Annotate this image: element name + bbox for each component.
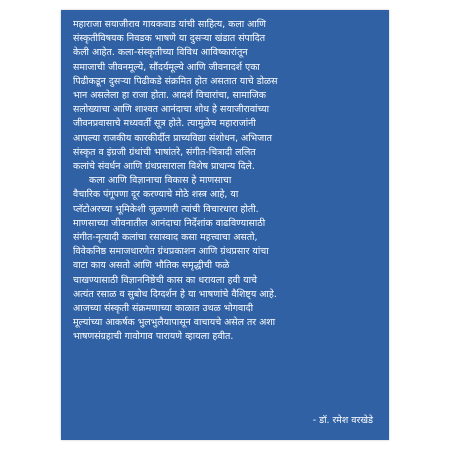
text-line: भाषणसंग्रहाची गावोगाव पारायणे व्हायला हवीत. xyxy=(73,331,234,343)
text-line: अत्यंत रसाळ व सुबोध दिग्दर्शन हे या भाषणांचे वैशिष्ट्य आहे. xyxy=(73,288,277,300)
text-line: भान असलेला हा राजा होता. आदर्श विचारांचा, सामाजिक xyxy=(73,90,266,102)
text-line: महाराजा सयाजीराव गायकवाड यांची साहित्य, कला आणि xyxy=(73,19,266,30)
text-line: कलांचे संवर्धन आणि ग्रंथप्रसाराला विशेष प्राधान्य दिले. xyxy=(73,161,255,173)
text-line: समाजाची जीवनमूल्ये, सौंदर्यमूल्ये आणि जीवनादर्श एका xyxy=(73,61,260,73)
text-line: आपल्या राजकीय कारकीर्दीत प्राच्यविद्या संशोधन, अभिजात xyxy=(73,132,272,144)
text-line: जीवनप्रवासाचे मध्यवर्ती सूत्र होते. त्यामुळेच महाराजांनी xyxy=(73,118,256,130)
text-line: केली आहेत. कला-संस्कृतीच्या विविध आविष्कारांतून xyxy=(73,47,248,59)
text-line: पिढीकडून दुसऱ्या पिढीकडे संक्रमित होत असतात याचे डोळस xyxy=(73,75,278,87)
text-line: चाखण्यासाठी विज्ञाननिष्ठेची कास का धरायला हवी याचे xyxy=(73,274,257,286)
text-line: कला आणि विज्ञानाचा विकास हे माणसाचा xyxy=(89,175,232,187)
blurb-paragraph xyxy=(73,174,379,344)
text-line: संस्कृतीविषयक निवडक भाषणे या दुसऱ्या खंडात संपादित xyxy=(73,33,266,45)
text-line: वैचारिक पंगूपणा दूर करण्याचे मोठे शस्त्र आहे, या xyxy=(73,189,239,201)
text-line: मूल्यांच्या आकर्षक भुलभुलैयापासून वाचायचे असेल तर अशा xyxy=(73,317,276,329)
text-line: विवेकनिष्ठ समाजधारणेत ग्रंथप्रकाशन आणि ग्रंथप्रसार यांचा xyxy=(73,246,269,258)
text-line: माणसाच्या जीवनातील आनंदाचा निर्देशांक वाढविण्यासाठी xyxy=(73,217,266,229)
text-line: वाटा काय असतो आणि भौतिक समृद्धीची फळे xyxy=(73,260,230,272)
text-line: सलोख्याचा आणि शाश्वत आनंदाचा शोध हे सयाजीरावांच्या xyxy=(73,104,270,116)
text-line: संगीत-नृत्यादी कलांचा रसास्वाद कसा महत्त्वाचा असतो, xyxy=(73,232,258,244)
text-line: आजच्या संस्कृती संक्रमणाच्या काळात उथळ भोगवादी xyxy=(73,303,254,315)
text-line: प्लॅटोअरच्या भूमिकेशी जुळणारी त्यांची विचारधारा होती. xyxy=(73,203,259,215)
blurb-text xyxy=(73,18,379,345)
blurb-paragraph xyxy=(73,18,379,174)
author-signature: - डॉ. रमेश वरखेडे xyxy=(312,415,373,426)
text-line: संस्कृत व इंग्रजी ग्रंथांची भाषांतरे, संगीत-चित्रादी ललित xyxy=(73,146,256,158)
back-cover-panel xyxy=(61,10,389,440)
